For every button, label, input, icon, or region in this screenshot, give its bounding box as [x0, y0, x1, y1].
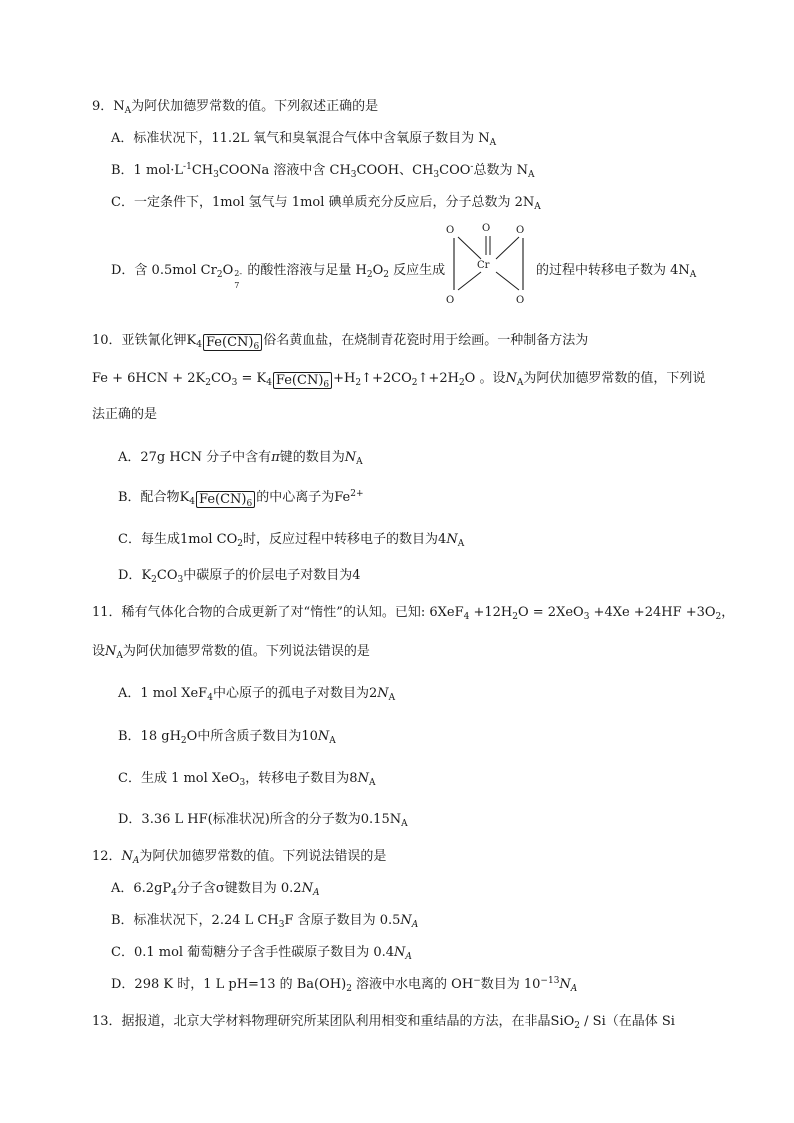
q12-option-b[interactable]: B．标准状况下，2.24 L $CH_3F$ 含原子数目为 $0.5N_A$ [111, 913, 419, 930]
q10-option-d[interactable]: D．$K_2CO_3$中碳原子的价层电子对数目为4 [118, 568, 361, 585]
q9-option-d-tail: 的过程中转移电子数为 $4N_A$ [536, 263, 697, 280]
q10-equation: $Fe + 6HCN + 2K_2CO_3 = K_4$ $Fe(CN)_6$ $+H_2↑+2CO_2↑+2H_2O$ 。设$N_A$为阿伏加德罗常数的值，下列说 [92, 371, 706, 390]
cro5-structure [440, 222, 534, 310]
q9-stem: 9．$N_A$为阿伏加德罗常数的值。下列叙述正确的是 [92, 99, 379, 116]
q11-stem-line1: 11．稀有气体化合物的合成更新了对“惰性”的认知。已知: $6XeF_4 +12H_2O = 2XeO_3 +4Xe +24HF +3O_2$， [92, 605, 735, 622]
q9-option-a[interactable]: A．标准状况下，11.2L 氧气和臭氧混合气体中含氧原子数目为 $N_A$ [111, 131, 497, 148]
q12-option-a[interactable]: A．$6.2gP_4$分子含σ键数目为 $0.2N_A$ [111, 881, 320, 898]
q12-option-d[interactable]: D．298 K 时，1 L pH=13 的 $Ba(OH)_2$ 溶液中水电离的 OH−数目为 $10^{-13}N_A$ [111, 976, 578, 994]
q13-stem: 13．据报道，北京大学材料物理研究所某团队利用相变和重结晶的方法，在非晶SiO$_2$ / Si（在晶体 Si [92, 1014, 675, 1031]
q12-option-c[interactable]: C．0.1 mol 葡萄糖分子含手性碳原子数目为 $0.4N_A$ [111, 945, 412, 962]
q12-stem: 12．$N_A$为阿伏加德罗常数的值。下列说法错误的是 [92, 849, 387, 866]
q11-option-b[interactable]: B．18 $gH_2O$中所含质子数目为$10N_A$ [118, 729, 336, 746]
q11-stem-line2: 设$N_A$为阿伏加德罗常数的值。下列说法错误的是 [92, 644, 370, 661]
q10-stem-line1: 10．亚铁氰化钾$K_4$ $Fe(CN)_6$ 俗名黄血盐，在烧制青花瓷时用于绘画。一种制备方法为 [92, 333, 589, 352]
q10-stem-line3: 法正确的是 [92, 407, 158, 422]
struct-cr: Cr [477, 260, 490, 271]
struct-o-top-left: O [446, 225, 455, 236]
struct-o-bottom-left: O [446, 295, 455, 306]
struct-o-top-center: O [482, 223, 491, 234]
q9-option-b[interactable]: B．1 $mol\cdot L^{-1}CH_3COONa$ 溶液中含 $CH_3COOH$、$CH_3COO^-$总数为 $N_A$ [111, 162, 535, 180]
q11-option-a[interactable]: A．1 mol XeF$_4$中心原子的孤电子对数目为$2N_A$ [118, 686, 396, 703]
struct-o-bottom-right: O [516, 295, 525, 306]
q11-option-d[interactable]: D．3.36 L HF(标准状况)所含的分子数为$0.15N_A$ [118, 812, 408, 829]
struct-o-top-right: O [516, 225, 525, 236]
q10-option-c[interactable]: C．每生成1mol $CO_2$时，反应过程中转移电子的数目为$4N_A$ [118, 532, 465, 549]
q9-option-c[interactable]: C．一定条件下，1mol 氢气与 1mol 碘单质充分反应后，分子总数为 $2N_A$ [111, 195, 541, 212]
q9-option-d[interactable]: D．含 0.5mol $Cr_2O$ 2- 7 的酸性溶液与足量 $H_2O_2$ 反应生成 [111, 263, 446, 290]
q10-option-b[interactable]: B．配合物$K_4$ $Fe(CN)_6$ 的中心离子为$Fe^{2+}$ [118, 489, 364, 509]
q10-option-a[interactable]: A．27g HCN 分子中含有π键的数目为$N_A$ [118, 450, 363, 467]
q11-option-c[interactable]: C．生成 1 mol XeO$_3$，转移电子数目为$8N_A$ [118, 771, 376, 788]
